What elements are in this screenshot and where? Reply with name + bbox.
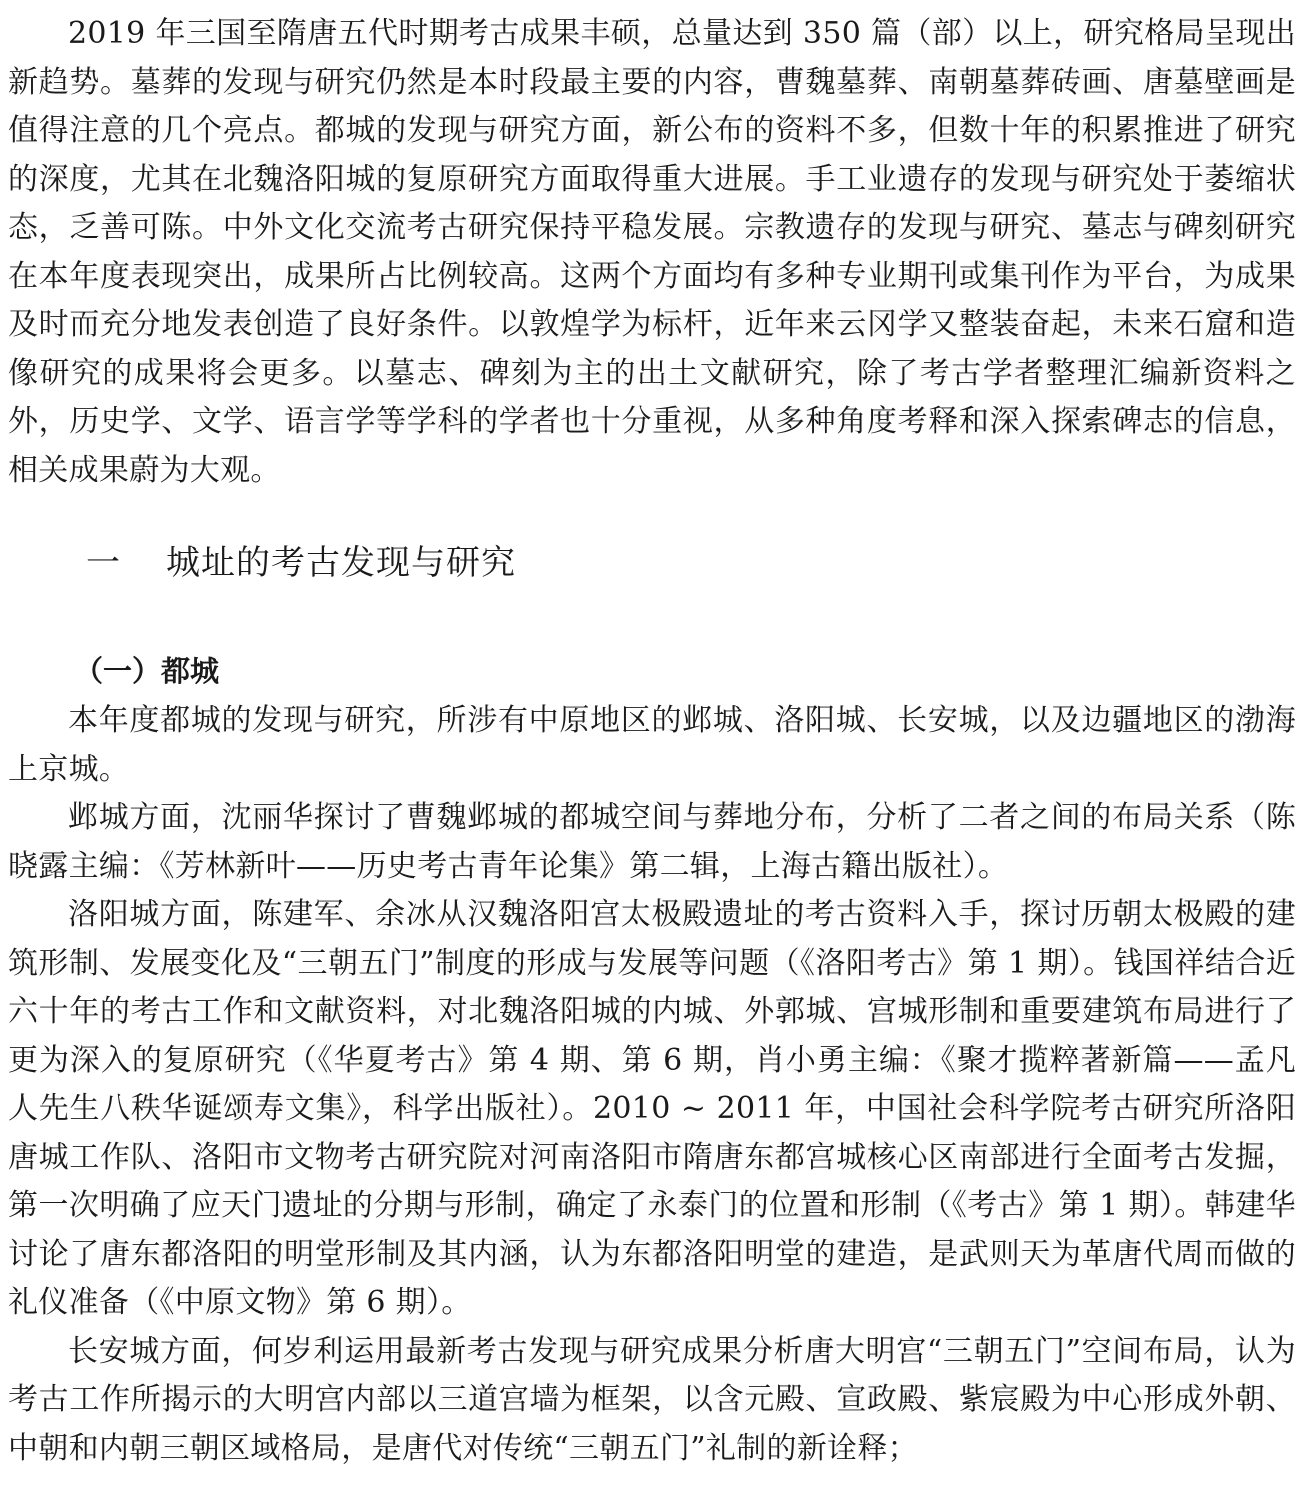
- body-paragraph: 长安城方面，何岁利运用最新考古发现与研究成果分析唐大明宫“三朝五门”空间布局，认为考古工作所揭示的大明宫内部以三道宫墙为框架，以含元殿、宣政殿、紫宸殿为中心形成外朝、中朝和内朝三朝区域格局，是唐代对传统“三朝五门”礼制的新诠释；: [8, 1333, 1296, 1466]
- body-paragraph: 洛阳城方面，陈建军、余冰从汉魏洛阳宫太极殿遗址的考古资料入手，探讨历朝太极殿的建筑形制、发展变化及“三朝五门”制度的形成与发展等问题（《洛阳考古》第 1 期）。钱国祥结合近六十年的考古工作和文献资料，对北魏洛阳城的内城、外郭城、宫城形制和重要建筑布局进行了更为深入的复原研究（《华夏考古》第 4 期、第 6 期，肖小勇主编：《聚才揽粹著新篇——孟凡人先生八秩华诞颂寿文集》，科学出版社）。2010 ~ 2011 年，中国社会科学院考古研究所洛阳唐城工作队、洛阳市文物考古研究院对河南洛阳市隋唐东都宫城核心区南部进行全面考古发掘，第一次明确了应天门遗址的分期与形制，确定了永泰门的位置和形制（《考古》第 1 期）。韩建华讨论了唐东都洛阳的明堂形制及其内涵，认为东都洛阳明堂的建造，是武则天为革唐代周而做的礼仪准备（《中原文物》第 6 期）。: [8, 897, 1296, 1320]
- section-number: 一: [86, 543, 121, 583]
- subsection-heading: （一）都城: [74, 654, 220, 688]
- section-heading: [8, 527, 1296, 599]
- spacer: [8, 599, 1296, 645]
- spacer: [8, 495, 1296, 527]
- body-paragraph: 邺城方面，沈丽华探讨了曹魏邺城的都城空间与葬地分布，分析了二者之间的布局关系（陈晓露主编：《芳林新叶——历史考古青年论集》第二辑，上海古籍出版社）。: [8, 800, 1296, 884]
- intro-paragraph: 2019 年三国至隋唐五代时期考古成果丰硕，总量达到 350 篇（部）以上，研究格局呈现出新趋势。墓葬的发现与研究仍然是本时段最主要的内容，曹魏墓葬、南朝墓葬砖画、唐墓壁画是值得注意的几个亮点。都城的发现与研究方面，新公布的资料不多，但数十年的积累推进了研究的深度，尤其在北魏洛阳城的复原研究方面取得重大进展。手工业遗存的发现与研究处于萎缩状态，乏善可陈。中外文化交流考古研究保持平稳发展。宗教遗存的发现与研究、墓志与碑刻研究在本年度表现突出，成果所占比例较高。这两个方面均有多种专业期刊或集刊作为平台，为成果及时而充分地发表创造了良好条件。以敦煌学为标杆，近年来云冈学又整装奋起，未来石窟和造像研究的成果将会更多。以墓志、碑刻为主的出土文献研究，除了考古学者整理汇编新资料之外，历史学、文学、语言学等学科的学者也十分重视，从多种角度考释和深入探索碑志的信息，相关成果蔚为大观。: [8, 16, 1296, 488]
- document-page: [8, 10, 1296, 1473]
- section-title: 城址的考古发现与研究: [166, 543, 516, 583]
- body-paragraph: 本年度都城的发现与研究，所涉有中原地区的邺城、洛阳城、长安城，以及边疆地区的渤海上京城。: [8, 703, 1296, 787]
